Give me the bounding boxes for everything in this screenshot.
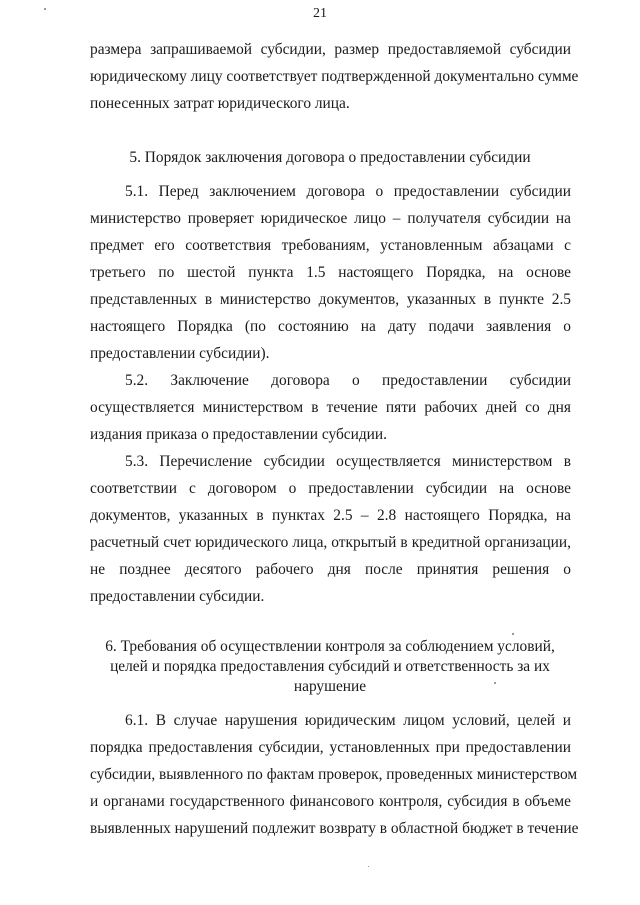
text-line: министерство проверяет юридическое лицо – получателя субсидии на [90,210,571,227]
section-heading-line: 6. Требования об осуществлении контроля за соблюдением условий, [105,638,555,655]
text-line: 6.1. В случае нарушения юридическим лицом условий, целей и [125,712,571,729]
text-line: не позднее десятого рабочего дня после принятия решения о [90,561,571,578]
text-line: юридическому лицу соответствует подтвержденной документально сумме [90,68,579,85]
section-heading-line: нарушение [293,678,367,695]
text-line: настоящего Порядка (по состоянию на дату подачи заявления о [90,318,571,335]
text-line: 5.1. Перед заключением договора о предоставлении субсидии [125,183,571,200]
text-line: 5.2. Заключение договора о предоставлении субсидии [125,372,571,389]
text-line: и органами государственного финансового контроля, субсидия в объеме [90,793,571,810]
text-line: понесенных затрат юридического лица. [90,95,350,112]
text-line: представленных в министерство документов, указанных в пункте 2.5 [90,291,571,308]
scan-speck [494,682,496,684]
text-line: издания приказа о предоставлении субсидии. [90,426,387,443]
text-line: предоставлении субсидии). [90,345,270,362]
text-line: документов, указанных в пунктах 2.5 – 2.8 настоящего Порядка, на [90,507,571,524]
text-line: порядка предоставления субсидии, установленных при предоставлении [90,739,571,756]
text-line: субсидии, выявленного по фактам проверок, проведенных министерством [90,766,578,783]
scan-speck [368,866,369,867]
text-line: предмет его соответствия требованиям, установленным абзацами с [90,237,571,254]
text-line: расчетный счет юридического лица, открытый в кредитной организации, [90,534,571,551]
text-line: соответствии с договором о предоставлении субсидии на основе [90,480,571,497]
text-line: третьего по шестой пункта 1.5 настоящего Порядка, на основе [90,264,571,281]
text-line: предоставлении субсидии. [90,588,265,605]
scan-speck [512,633,514,635]
text-line: осуществляется министерством в течение пяти рабочих дней со дня [90,399,571,416]
page-number: 21 [313,6,327,21]
section-heading: 5. Порядок заключения договора о предоставлении субсидии [129,149,531,166]
scan-speck [44,8,46,10]
section-heading-line: целей и порядка предоставления субсидий и ответственность за их [110,658,550,675]
text-line: 5.3. Перечисление субсидии осуществляется министерством в [125,453,571,470]
text-line: размера запрашиваемой субсидии, размер предоставляемой субсидии [90,41,571,58]
text-line: выявленных нарушений подлежит возврату в областной бюджет в течение [90,820,579,837]
